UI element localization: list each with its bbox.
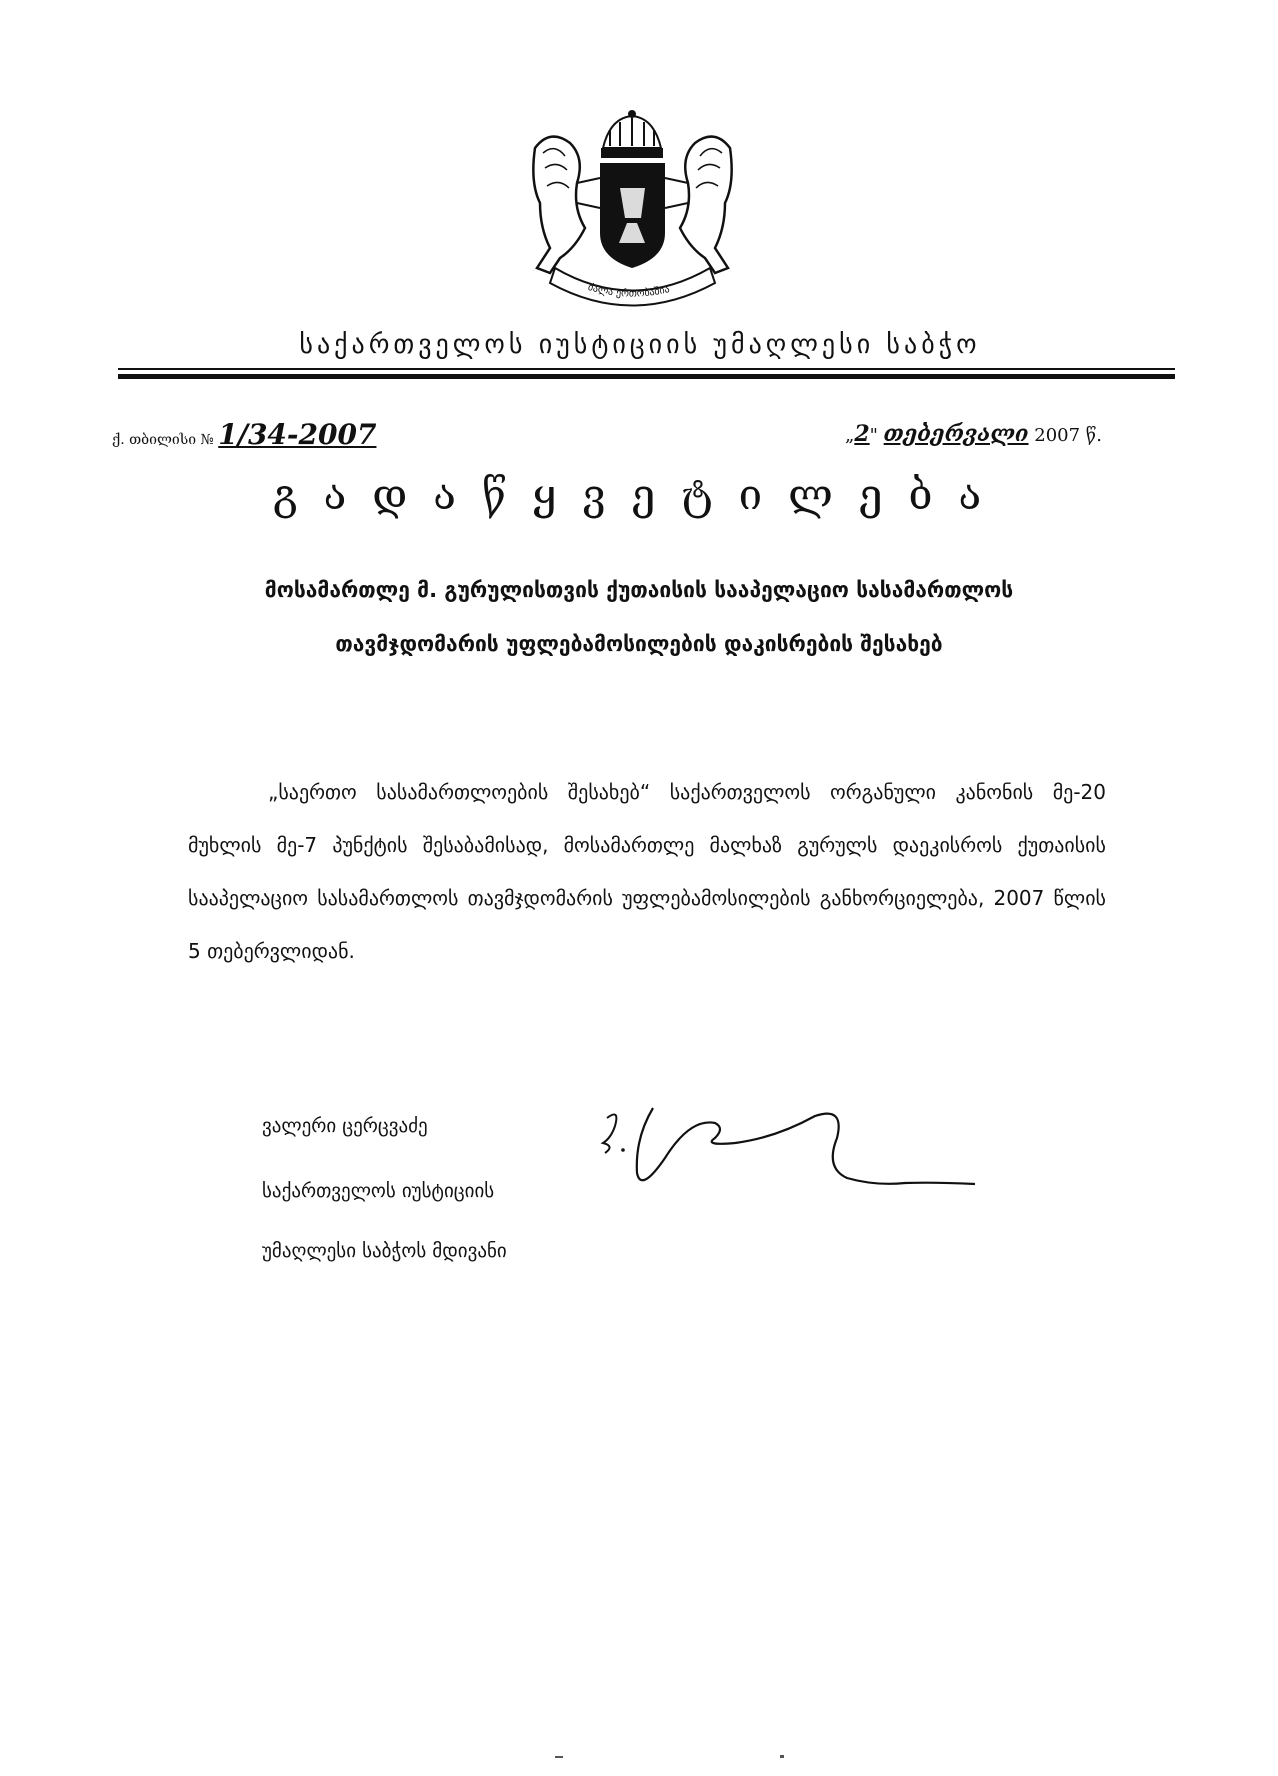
svg-text:ძალა ერთობაშია xyxy=(586,281,670,300)
coat-of-arms-emblem xyxy=(515,108,750,313)
right-lion-icon xyxy=(665,137,732,273)
handwritten-signature xyxy=(575,1098,1015,1208)
left-lion-icon xyxy=(533,137,600,273)
date-day: 2 xyxy=(854,421,870,447)
signatory-title-line-1: საქართველოს იუსტიციის xyxy=(262,1180,495,1202)
organization-name: საქართველოს იუსტიციის უმაღლესი საბჭო xyxy=(299,330,981,360)
document-number: 1/34-2007 xyxy=(218,418,377,451)
document-date xyxy=(845,421,1102,447)
place-label: ქ. თბილისი № xyxy=(112,432,214,448)
subject-line-2: თავმჯდომარის უფლებამოსილების დაკისრების შესახებ xyxy=(335,632,943,656)
signatory-name: ვალერი ცერცვაძე xyxy=(262,1115,428,1137)
place-and-number xyxy=(112,418,376,451)
date-month: თებერვალი xyxy=(883,421,1029,447)
signatory-title-line-2: უმაღლესი საბჭოს მდივანი xyxy=(262,1240,507,1262)
motto-ribbon xyxy=(550,268,715,306)
shield-icon xyxy=(600,163,665,268)
date-open-quote: „ xyxy=(845,425,855,446)
header-rule-thin xyxy=(118,368,1175,370)
subject-line-1: მოსამართლე მ. გურულისთვის ქუთაისის სააპელაციო სასამართლოს xyxy=(264,578,1014,602)
emblem-motto-text: ძალა ერთობაშია xyxy=(586,281,671,300)
date-year: 2007 წ. xyxy=(1034,425,1102,446)
crown-icon xyxy=(601,110,663,158)
header-rule-thick xyxy=(118,374,1175,379)
decision-body-text: „საერთო სასამართლოების შესახებ“ საქართველოს ორგანული კანონის მე-20 მუხლის მე-7 პუნქტის შესაბამისად, მოსამართლე მალხაზ გურულს დაეკისროს ქუთაისის სააპელაციო სასამართლოს თავმჯდომარის უფლებამოსილების განხორციელება, 2007 წლის 5 თებერვლიდან. xyxy=(188,780,1106,963)
scan-artifact-marks xyxy=(555,1752,795,1762)
document-type-title: გადაწყვეტილება xyxy=(272,470,1008,519)
date-close-quote: " xyxy=(869,425,878,446)
